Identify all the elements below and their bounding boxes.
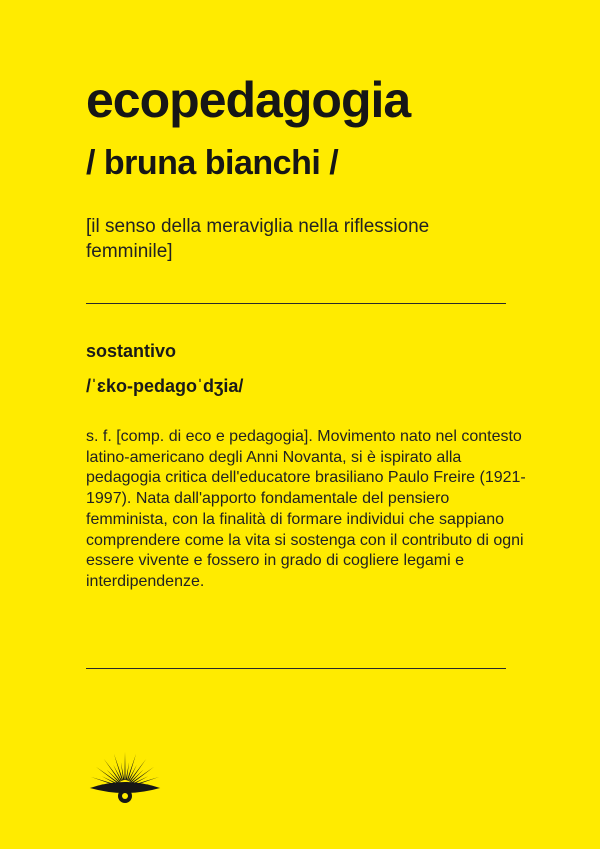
divider-bottom	[86, 668, 506, 669]
definition-text: s. f. [comp. di eco e pedagogia]. Movimento nato nel contesto latino-americano degli Anni Novanta, si è ispirato alla pedagogia critica dell'educatore brasiliano Paulo Freire (1921-1997). Nata dall'apporto fondamentale del pensiero femminista, con la finalità di formare individui che sappiano comprendere come la vita si sostenga con il contributo di ogni essere vivente e fossero in grado di cogliere legami e interdipendenze.	[86, 428, 526, 590]
book-subtitle: [il senso della meraviglia nella riflessione femminile]	[86, 216, 430, 262]
divider-top	[86, 303, 506, 304]
sun-eye-logo-icon	[80, 748, 170, 810]
book-author: / bruna bianchi /	[86, 144, 339, 182]
book-title: ecopedagogia	[86, 72, 411, 128]
pronunciation: /ˈɛko-pedagoˈdʒia/	[86, 376, 244, 396]
part-of-speech: sostantivo	[86, 341, 177, 361]
